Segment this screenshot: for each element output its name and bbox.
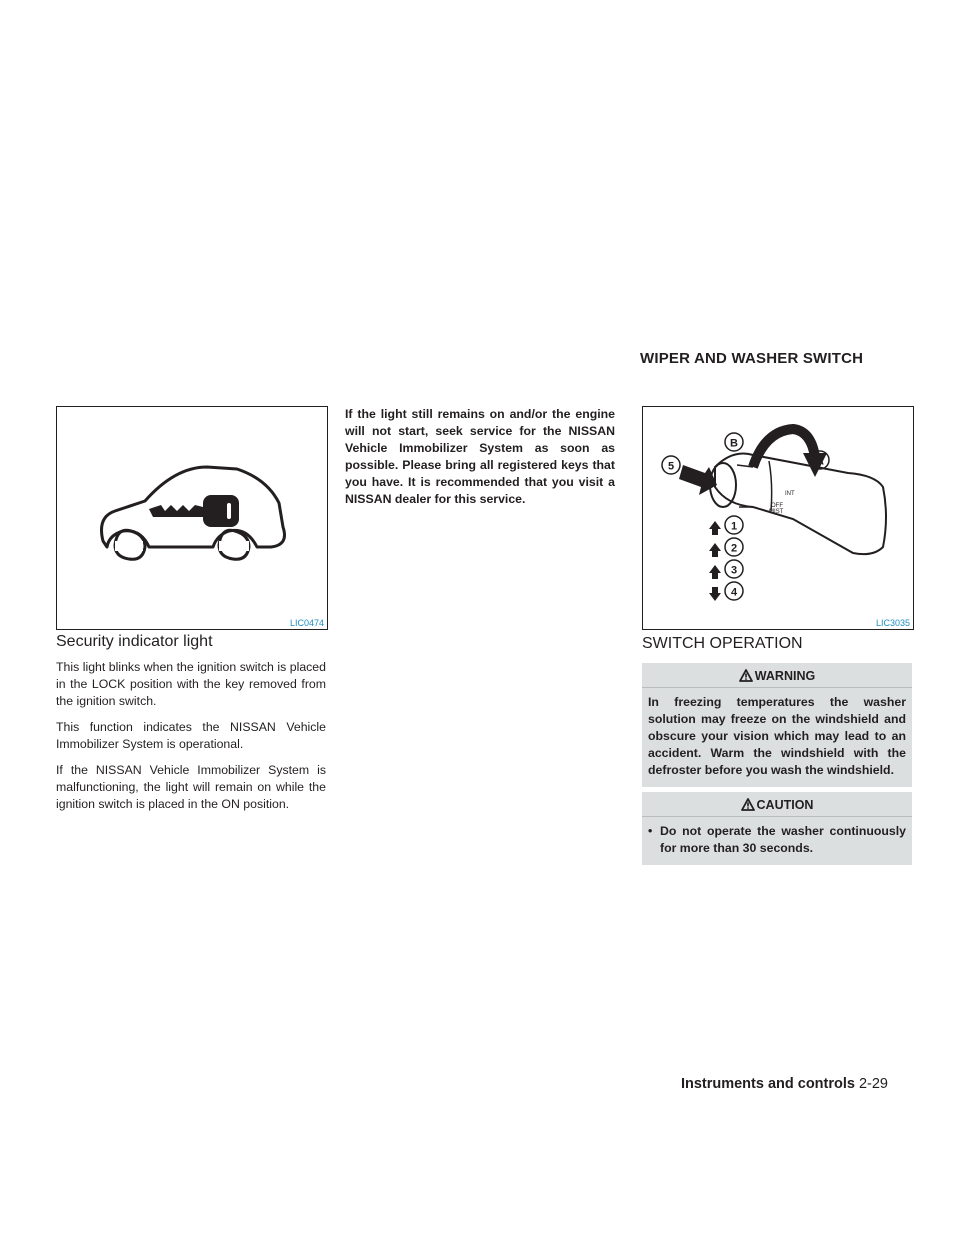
caution-body (642, 816, 912, 865)
section-title: WIPER AND WASHER SWITCH (640, 350, 864, 367)
caution-title (642, 792, 912, 816)
off-label: OFF (771, 503, 783, 509)
switch-operation-heading: SWITCH OPERATION (642, 635, 803, 652)
wiper-lever-illustration (643, 407, 913, 629)
arrow-up-icon (709, 521, 721, 535)
wiper-switch-figure (642, 406, 914, 630)
page-number: 2-29 (858, 1076, 888, 1092)
warning-box (642, 663, 912, 787)
callout-a: A (816, 455, 824, 468)
paragraph: This function indicates the NISSAN Vehicle Immobilizer System is operational. (56, 720, 326, 751)
page-footer (681, 1076, 888, 1092)
warning-text: In freezing temperatures the washer solution may freeze on the windshield and obscure your vision which may lead to an accident. Warm the windshield with the defroster before you wash the windshield. (648, 695, 906, 777)
caution-text: Do not operate the washer continuously for more than 30 seconds. (660, 824, 906, 855)
arrow-up-icon (709, 543, 721, 557)
paragraph: This light blinks when the ignition switch is placed in the LOCK position with the key removed from the ignition switch. (56, 660, 326, 708)
figure-label: LIC0474 (289, 618, 324, 628)
warning-title (642, 663, 912, 687)
security-light-figure (56, 406, 328, 630)
callout-5: 5 (667, 460, 675, 473)
figure-label: LIC3035 (875, 618, 910, 628)
callout-4: 4 (730, 586, 738, 599)
car-key-icon (57, 407, 327, 629)
footer-title: Instruments and controls (680, 1076, 855, 1092)
caution-box (642, 792, 912, 865)
mist-label: MIST (769, 509, 784, 515)
int-label: INT (785, 491, 795, 497)
caution-icon (741, 798, 755, 811)
warning-body (642, 687, 912, 787)
bold-paragraph: If the light still remains on and/or the engine will not start, seek service for the NISSAN Vehicle Immobilizer System as soon as possible. Please bring all registered keys that you have. It is recommended that you visit a NISSAN dealer for this service. (345, 407, 615, 506)
callout-b: B (730, 437, 738, 450)
immobilizer-note (345, 406, 615, 508)
callout-3: 3 (730, 564, 738, 577)
warning-icon (739, 669, 753, 682)
callout-2: 2 (730, 542, 738, 555)
security-light-body (56, 659, 326, 822)
arrow-down-icon (709, 587, 721, 601)
security-light-heading: Security indicator light (56, 633, 213, 650)
caution-bullet-item (648, 823, 906, 857)
warning-title-text: WARNING (754, 669, 816, 683)
bullet-mark: • (648, 824, 653, 838)
caution-title-text: CAUTION (756, 798, 814, 812)
callout-1: 1 (730, 520, 738, 533)
paragraph: If the NISSAN Vehicle Immobilizer System is malfunctioning, the light will remain on while the ignition switch is placed in the ON position. (56, 763, 326, 811)
arrow-up-icon (709, 565, 721, 579)
